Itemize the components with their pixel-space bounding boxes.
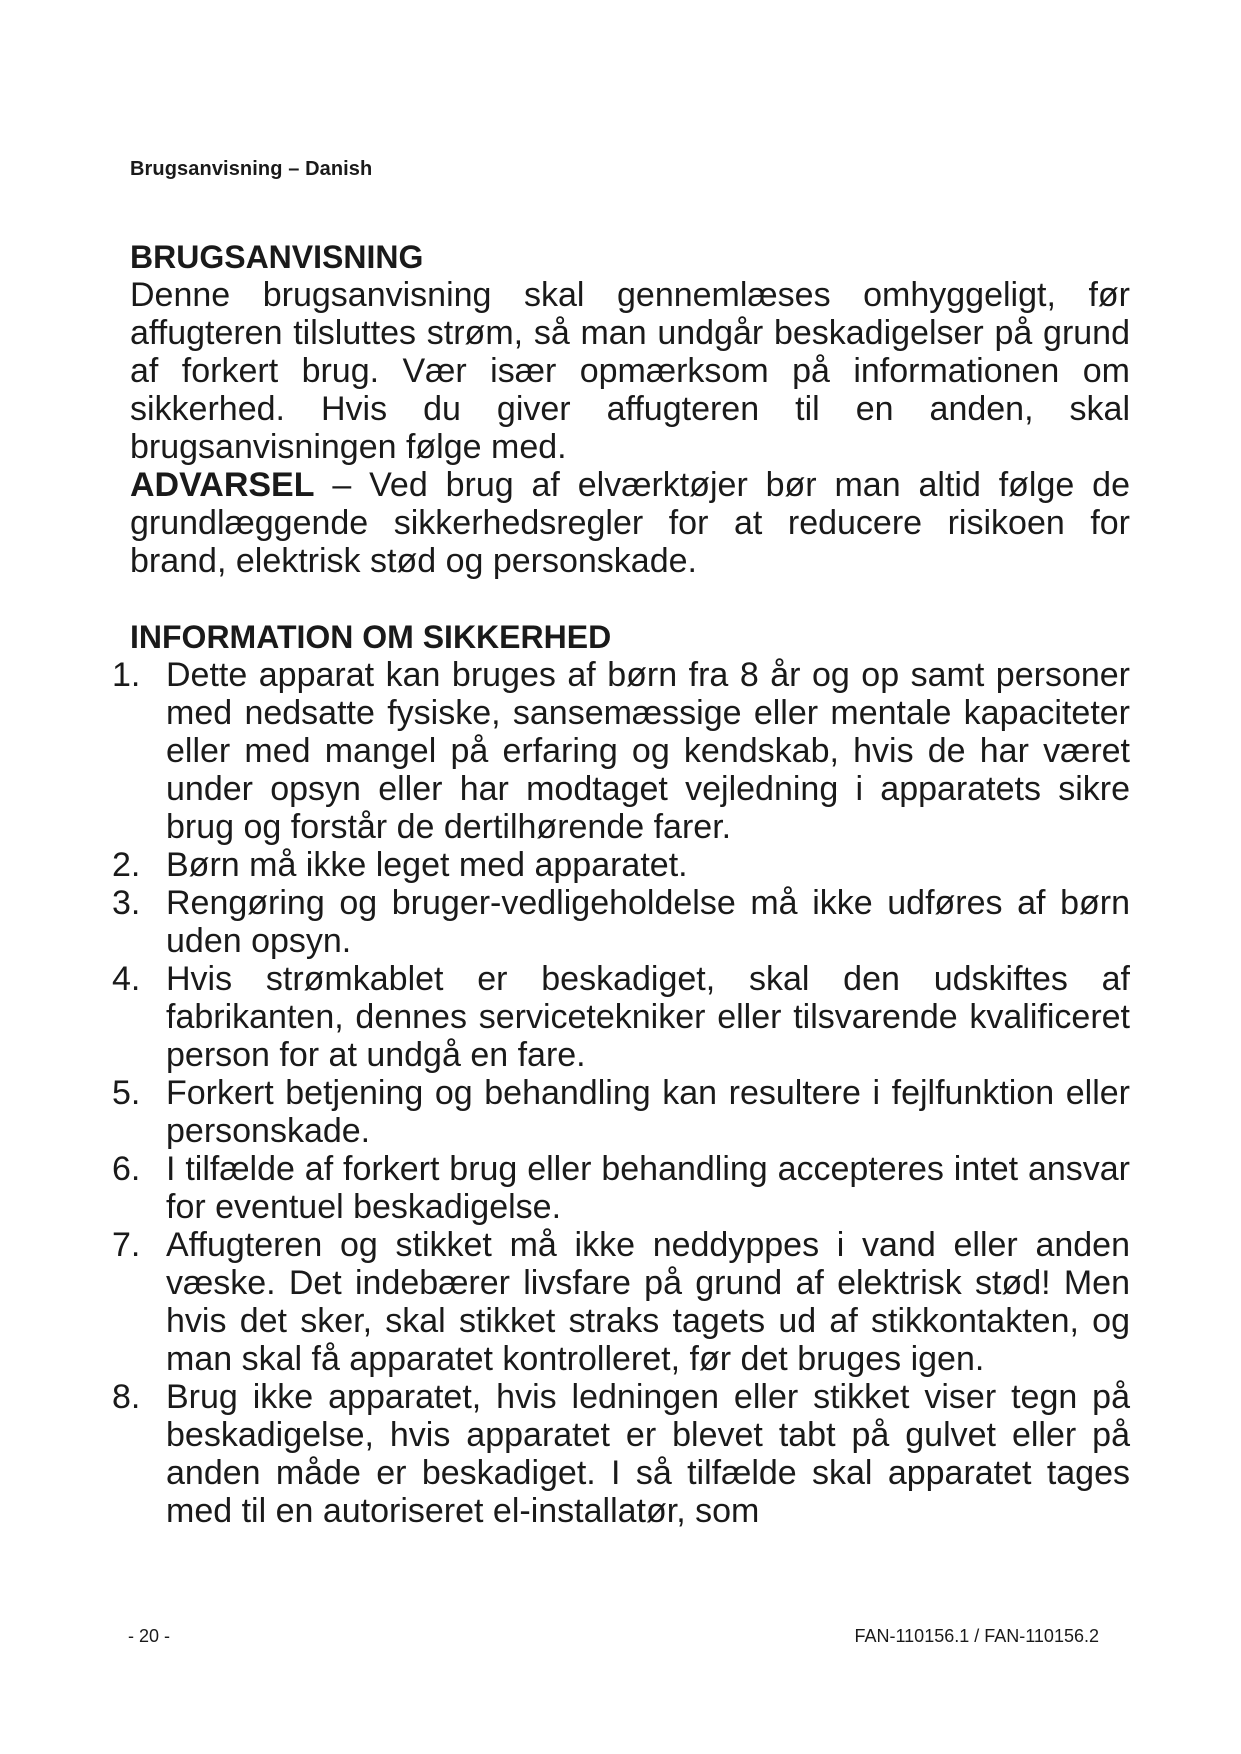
list-item-number: 3. (112, 884, 141, 922)
list-item (112, 1074, 1130, 1150)
section-title-instructions: BRUGSANVISNING (130, 239, 424, 275)
list-item-text: Affugteren og stikket må ikke neddyppes i vand eller anden væske. Det indebærer livsfare på grund af elektrisk stød! Men hvis det sker, skal stikket straks tagets ud af stikkontakten, og man skal få apparatet kontrolleret, før det bruges igen. (166, 1226, 1130, 1378)
list-item-text: Hvis strømkablet er beskadiget, skal den udskiftes af fabrikanten, dennes servicetekniker eller tilsvarende kvalificeret person for at undgå en fare. (166, 960, 1130, 1074)
list-item-text: Forkert betjening og behandling kan resultere i fejlfunktion eller personskade. (166, 1074, 1130, 1150)
list-item-number: 5. (112, 1074, 141, 1112)
section-spacer (130, 580, 1130, 618)
document-language-label: Brugsanvisning – Danish (130, 158, 373, 180)
list-item-number: 4. (112, 960, 141, 998)
model-number: FAN-110156.1 / FAN-110156.2 (854, 1626, 1099, 1646)
warning-text: – Ved brug af elværktøjer bør man altid følge de grundlæggende sikkerhedsregler for at reducere risikoen for brand, elektrisk stød og personskade. (130, 466, 1130, 580)
list-item (112, 846, 1130, 884)
list-item-number: 2. (112, 846, 141, 884)
list-item-text: Brug ikke apparatet, hvis ledningen eller stikket viser tegn på beskadigelse, hvis apparatet er blevet tabt på gulvet eller på anden måde er beskadiget. I så tilfælde skal apparatet tages med til en autoriseret el-installatør, som (166, 1378, 1130, 1530)
list-item-number: 6. (112, 1150, 141, 1188)
list-item (112, 960, 1130, 1074)
list-item (112, 656, 1130, 846)
list-item-text: I tilfælde af forkert brug eller behandling accepteres intet ansvar for eventuel beskadigelse. (166, 1150, 1130, 1226)
list-item (112, 1378, 1130, 1530)
list-item-number: 7. (112, 1226, 141, 1264)
safety-list (112, 656, 1130, 1530)
intro-paragraph: Denne brugsanvisning skal gennemlæses omhyggeligt, før affugteren tilsluttes strøm, så man undgår beskadigelser på grund af forkert brug. Vær især opmærksom på informationen om sikkerhed. Hvis du giver affugteren til en anden, skal brugsanvisningen følge med. (130, 276, 1130, 466)
section-title-safety: INFORMATION OM SIKKERHED (130, 619, 612, 655)
page-content (112, 238, 1130, 1530)
list-item-text: Rengøring og bruger-vedligeholdelse må ikke udføres af børn uden opsyn. (166, 884, 1130, 960)
warning-paragraph (130, 466, 1130, 580)
list-item-number: 1. (112, 656, 141, 694)
list-item (112, 884, 1130, 960)
list-item-number: 8. (112, 1378, 141, 1416)
warning-label: ADVARSEL (130, 466, 315, 504)
list-item-text: Dette apparat kan bruges af børn fra 8 år og op samt personer med nedsatte fysiske, sansemæssige eller mentale kapaciteter eller med mangel på erfaring og kendskab, hvis de har været under opsyn eller har modtaget vejledning i apparatets sikre brug og forstår de dertilhørende farer. (166, 656, 1130, 846)
list-item (112, 1226, 1130, 1378)
list-item (112, 1150, 1130, 1226)
list-item-text: Børn må ikke leget med apparatet. (166, 846, 688, 884)
page-number: - 20 - (128, 1626, 171, 1646)
